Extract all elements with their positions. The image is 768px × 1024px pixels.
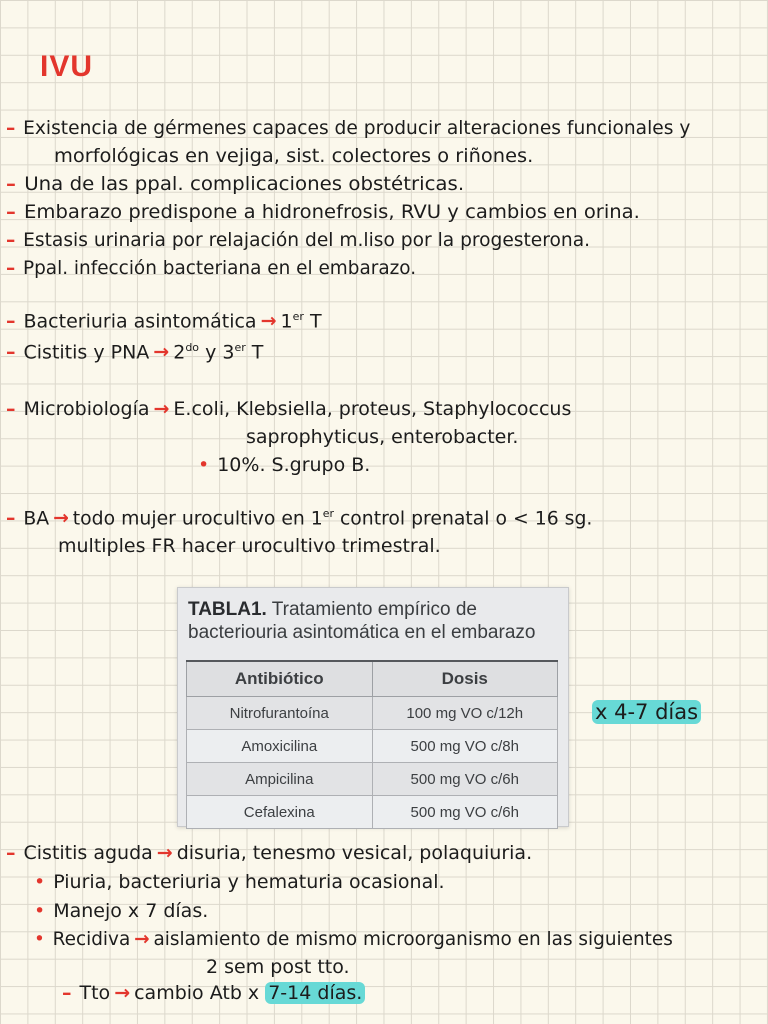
tto-duration-highlight: 7-14 días.: [265, 982, 365, 1004]
cell-antibiotic: Nitrofurantoína: [187, 697, 373, 730]
table-header-row: [187, 661, 558, 697]
cell-dose: 100 mg VO c/12h: [372, 697, 558, 730]
dash-marker: –: [6, 229, 16, 251]
table-row: [187, 697, 558, 730]
cell-antibiotic: Amoxicilina: [187, 730, 373, 763]
arrow-icon: →: [260, 310, 277, 333]
arrow-icon: →: [53, 507, 69, 530]
table-row: [187, 796, 558, 829]
arrow-icon: →: [153, 398, 170, 420]
intro-line-5: – Estasis urinaria por relajación del m.liso por la progesterona.: [6, 229, 591, 251]
tto-line: – Tto → cambio Atb x 7-14 días.: [62, 982, 365, 1004]
dash-marker: –: [6, 310, 16, 333]
micro-bullet: • 10%. S.grupo B.: [198, 454, 371, 476]
cistitis-bullet-3: • Recidiva → aislamiento de mismo microorganismo en las siguientes: [34, 928, 673, 950]
cell-antibiotic: Ampicilina: [187, 763, 373, 796]
dash-marker: –: [6, 341, 16, 364]
bullet-dot-icon: •: [34, 871, 46, 893]
cell-dose: 500 mg VO c/8h: [372, 730, 558, 763]
cistitis-bullet-3-cont: 2 sem post tto.: [206, 956, 350, 978]
arrow-icon: →: [156, 842, 173, 864]
micro-line-1: – Microbiología → E.coli, Klebsiella, proteus, Staphylococcus: [6, 398, 572, 420]
cistitis-line: – Cistitis aguda → disuria, tenesmo vesical, polaquiuria.: [6, 842, 533, 864]
dash-marker: –: [6, 257, 16, 279]
bullet-dot-icon: •: [34, 900, 46, 922]
table-row: [187, 763, 558, 796]
cell-antibiotic: Cefalexina: [187, 796, 373, 829]
page-title: IVU: [40, 50, 94, 83]
intro-line-1: – Existencia de gérmenes capaces de producir alteraciones funcionales y: [6, 117, 691, 139]
ba-line-1: – BA → todo mujer urocultivo en 1er control prenatal o < 16 sg.: [6, 507, 593, 530]
micro-line-2: saprophyticus, enterobacter.: [246, 426, 519, 448]
arrow-icon: →: [153, 341, 170, 364]
intro-line-2: morfológicas en vejiga, sist. colectores o riñones.: [54, 145, 534, 167]
dash-marker: –: [6, 398, 16, 420]
ba-line-2: multiples FR hacer urocultivo trimestral.: [58, 535, 441, 557]
cistitis-bullet-2: • Manejo x 7 días.: [34, 900, 209, 922]
cistitis-onset-line: – Cistitis y PNA → $2^{do}$ y 3er T: [6, 341, 264, 364]
dash-marker: –: [6, 507, 16, 530]
arrow-icon: →: [114, 982, 131, 1004]
cell-dose: 500 mg VO c/6h: [372, 763, 558, 796]
dash-marker: –: [6, 201, 16, 223]
dash-marker: –: [6, 173, 16, 195]
bullet-dot-icon: •: [198, 454, 210, 476]
cistitis-bullet-1: • Piuria, bacteriuria y hematuria ocasional.: [34, 871, 445, 893]
dash-marker: –: [6, 117, 16, 139]
dash-marker: –: [62, 982, 72, 1004]
ba-onset-line: – Bacteriuria asintomática → 1er T: [6, 310, 322, 333]
table-row: [187, 730, 558, 763]
intro-line-6: – Ppal. infección bacteriana en el embarazo.: [6, 257, 417, 279]
table-caption: TABLA1. Tratamiento empírico de bacteriouria asintomática en el embarazo: [188, 599, 536, 643]
dash-marker: –: [6, 842, 16, 864]
treatment-table: [186, 660, 558, 829]
arrow-icon: →: [134, 928, 150, 950]
header-dose: Dosis: [372, 661, 558, 697]
bullet-dot-icon: •: [34, 928, 45, 950]
intro-line-3: – Una de las ppal. complicaciones obstétricas.: [6, 173, 465, 195]
cell-dose: 500 mg VO c/6h: [372, 796, 558, 829]
treatment-table-photo: [177, 587, 569, 827]
duration-note: x 4-7 días: [592, 700, 701, 724]
intro-line-4: – Embarazo predispone a hidronefrosis, RVU y cambios en orina.: [6, 201, 640, 223]
header-antibiotic: Antibiótico: [187, 661, 373, 697]
